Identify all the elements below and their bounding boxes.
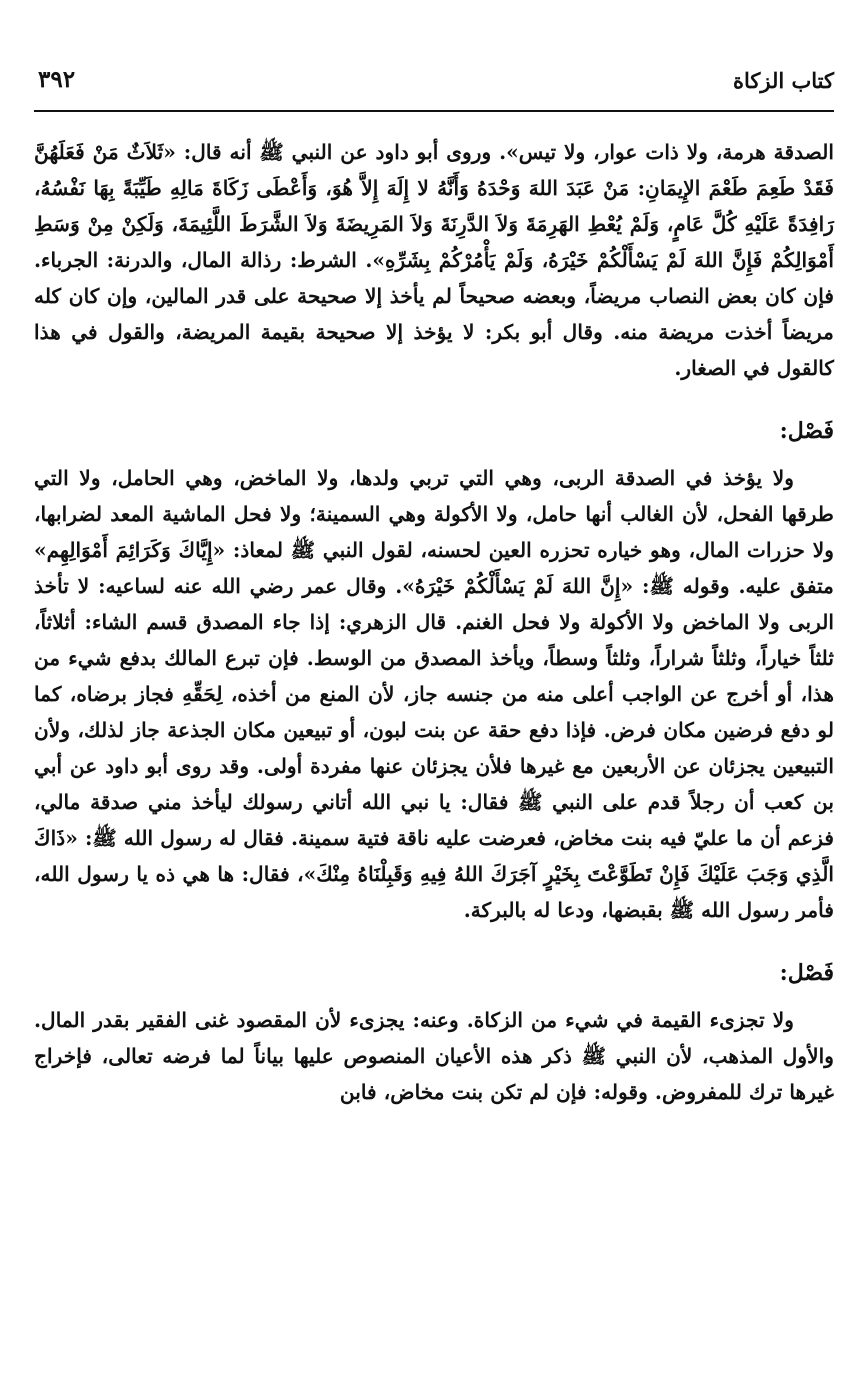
- paragraph-1: الصدقة هرمة، ولا ذات عوار، ولا تيس». وروى أبو داود عن النبي ﷺ أنه قال: «ثَلاَثٌ مَنْ فَعَلَهُنَّ فَقَدْ طَعِمَ طَعْمَ الإِيمَانِ: مَنْ عَبَدَ اللهَ وَحْدَهُ وَأَنَّهُ لا إِلَهَ إِلاَّ هُوَ، وَأَعْطَى زَكَاةَ مَالِهِ طَيِّبَةً بِهَا نَفْسُهُ، رَافِدَةً عَلَيْهِ كُلَّ عَامٍ، وَلَمْ يُعْطِ الهَرِمَةَ وَلاَ الدَّرِنَةَ وَلاَ المَرِيضَةَ وَلاَ الشَّرَطَ اللَّئِيمَةَ، وَلَكِنْ مِنْ وَسَطِ أَمْوَالِكُمْ فَإِنَّ اللهَ لَمْ يَسْأَلْكُمْ خَيْرَهُ، وَلَمْ يَأْمُرْكُمْ بِشَرِّهِ». الشرط: رذالة المال، والدرنة: الجرباء. فإن كان بعض النصاب مريضاً، وبعضه صحيحاً لم يأخذ إلا صحيحة على قدر المالين، وإن كان كله مريضاً أخذت مريضة منه. وقال أبو بكر: لا يؤخذ إلا صحيحة بقيمة المريضة، والقول في هذا كالقول في الصغار.: [34, 140, 834, 380]
- page-body: [34, 134, 834, 1110]
- page-number: ٣٩٢: [38, 66, 76, 93]
- paragraph-3: ولا تجزىء القيمة في شيء من الزكاة. وعنه: يجزىء لأن المقصود غنى الفقير بقدر المال. والأول المذهب، لأن النبي ﷺ ذكر هذه الأعيان المنصوص عليها بياناً لما فرضه تعالى، فإخراج غيرها ترك للمفروض. وقوله: فإن لم تكن بنت مخاض، فابن: [34, 1008, 834, 1104]
- section-heading-1: فَصْل:: [779, 418, 834, 444]
- page-header: [34, 56, 834, 112]
- chapter-title: كتاب الزكاة: [732, 68, 834, 93]
- section-heading-2: فَصْل:: [779, 960, 834, 986]
- paragraph-2: ولا يؤخذ في الصدقة الربى، وهي التي تربي ولدها، ولا الماخض، وهي الحامل، ولا التي طرقها الفحل، لأن الغالب أنها حامل، ولا الأكولة وهي السمينة؛ ولا فحل الماشية المعد لضرابها، ولا حزرات المال، وهو خياره تحزره العين لحسنه، لقول النبي ﷺ لمعاذ: «إِيَّاكَ وَكَرَائِمَ أَمْوَالِهِم» متفق عليه. وقوله ﷺ: «إِنَّ اللهَ لَمْ يَسْأَلْكُمْ خَيْرَهُ». وقال عمر رضي الله عنه لساعيه: لا تأخذ الربى ولا الماخض ولا الأكولة ولا فحل الغنم. قال الزهري: إذا جاء المصدق قسم الشاء: أثلاثاً، ثلثاً خياراً، وثلثاً شراراً، وثلثاً وسطاً، ويأخذ المصدق من الوسط. فإن تبرع المالك بدفع شيء من هذا، أو أخرج عن الواجب أعلى منه من جنسه جاز، لأن المنع من أخذه، لِحَقِّهِ فجاز برضاه، كما لو دفع فرضين مكان فرض. فإذا دفع حقة عن بنت لبون، أو تبيعين مكان الجذعة جاز لذلك، ولأن التبيعين يجزئان عن الأربعين مع غيرها فلأن يجزئان عنها مفردة أولى. وقد روى أبو داود عن أبي بن كعب أن رجلاً قدم على النبي ﷺ فقال: يا نبي الله أتاني رسولك ليأخذ مني صدقة مالي، فزعم أن ما عليّ فيه بنت مخاض، فعرضت عليه ناقة فتية سمينة. فقال له رسول الله ﷺ: «ذَاكَ الَّذِي وَجَبَ عَلَيْكَ فَإِنْ تَطَوَّعْتَ بِخَيْرٍ آجَرَكَ اللهُ فِيهِ وَقَبِلْنَاهُ مِنْكَ»، فقال: ها هي ذه يا رسول الله، فأمر رسول الله ﷺ بقبضها، ودعا له بالبركة.: [34, 466, 834, 922]
- book-page: [34, 56, 834, 1110]
